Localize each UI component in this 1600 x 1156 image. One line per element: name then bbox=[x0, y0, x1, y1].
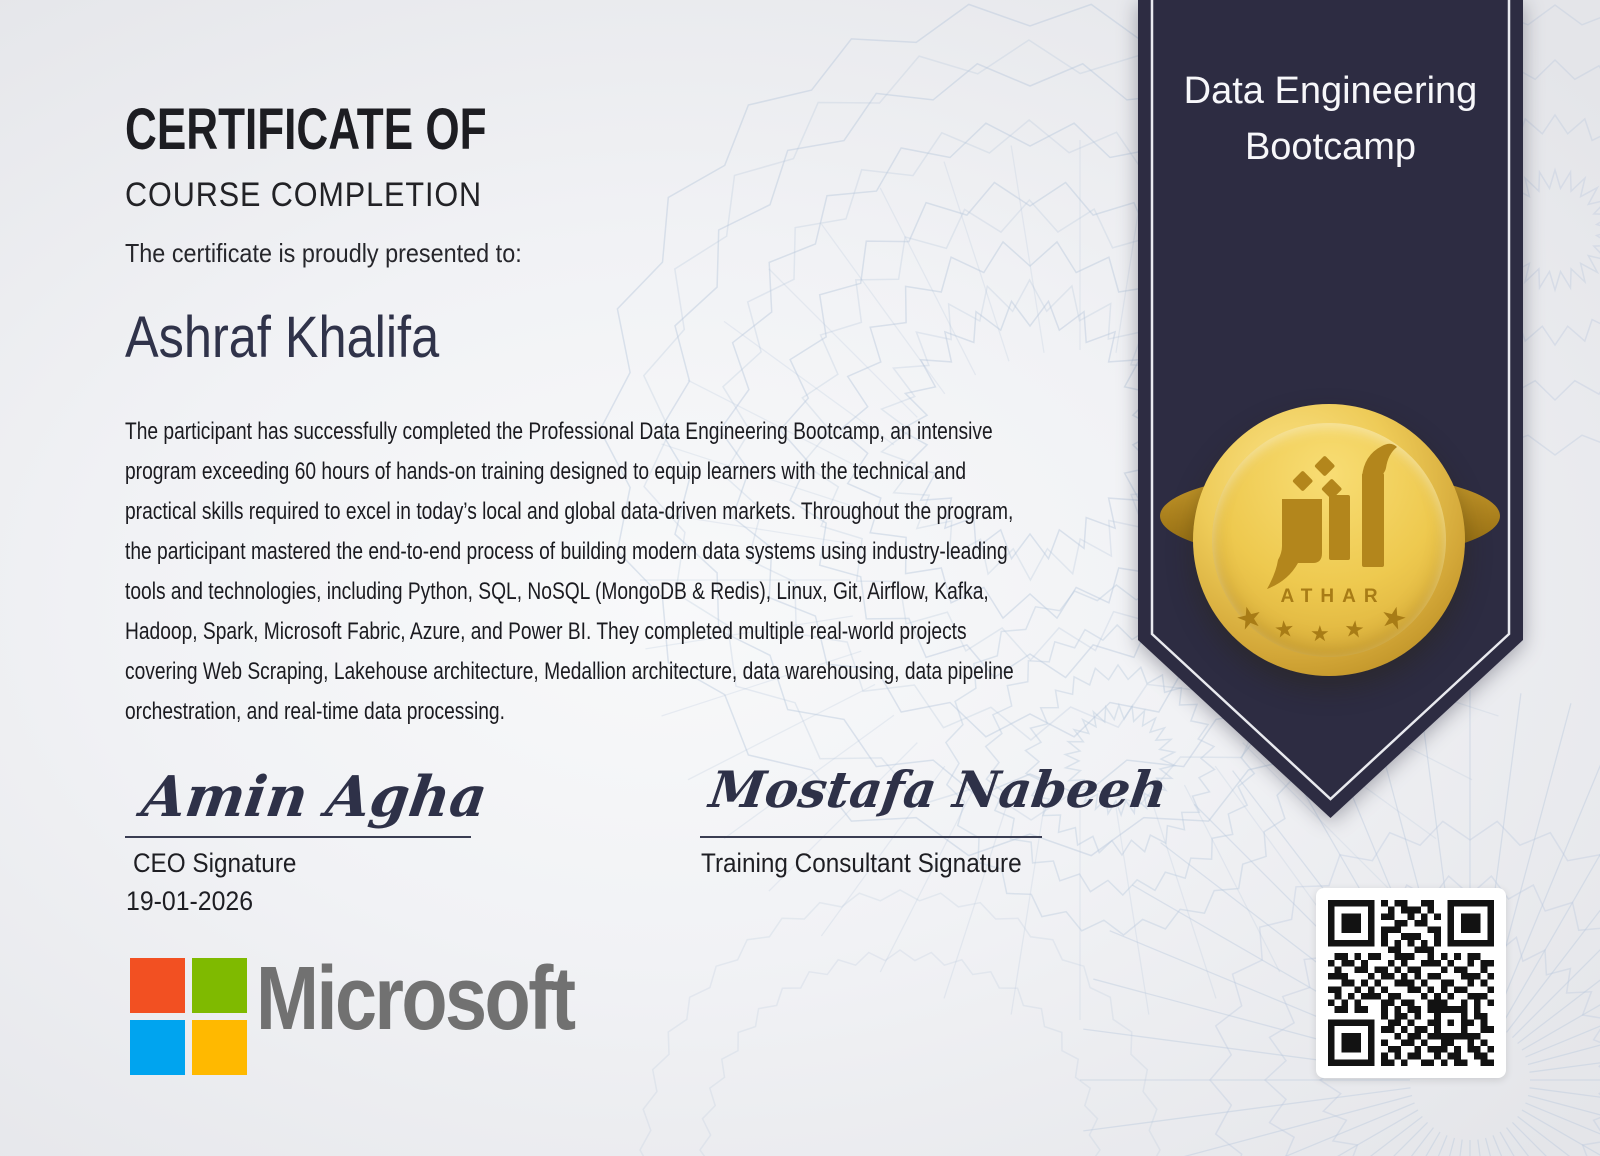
gold-medal-badge bbox=[1160, 396, 1500, 716]
star-icon: ★ bbox=[1310, 621, 1330, 646]
star-icon: ★ bbox=[1342, 614, 1366, 644]
certificate-body-text: The participant has successfully completed the Professional Data Engineering Bootcamp, an intensive program exceeding 60 hours of hands-on training designed to equip learners with the technical and practical skills required to excel in today’s local and global data-driven markets. Throughout the program, the participant mastered the end-to-end process of building modern data systems using industry-leading tools and technologies, including Python, SQL, NoSQL (MongoDB & Redis), Linux, Git, Airflow, Kafka, Hadoop, Spark, Microsoft Fabric, Azure, and Power BI. They completed multiple real-world projects covering Web Scraping, Lakehouse architecture, Medallion architecture, data warehousing, data pipeline orchestration, and real-time data processing. bbox=[125, 418, 1014, 725]
microsoft-square-green bbox=[192, 958, 247, 1013]
presented-to-label: The certificate is proudly presented to: bbox=[125, 238, 522, 268]
microsoft-square-yellow bbox=[192, 1020, 247, 1075]
consultant-signature-handwriting: Mostafa Nabeeh bbox=[706, 760, 1171, 819]
medal-brand-name: ATHAR bbox=[1280, 586, 1386, 607]
star-icon: ★ bbox=[1272, 614, 1296, 644]
microsoft-wordmark: Microsoft bbox=[256, 949, 574, 1049]
microsoft-square-red bbox=[130, 958, 185, 1013]
consultant-signature-line bbox=[700, 836, 1042, 838]
certificate-title-line1: CERTIFICATE OF bbox=[125, 97, 487, 162]
ceo-signature-label: CEO Signature bbox=[133, 848, 297, 878]
qr-code-matrix bbox=[1328, 900, 1494, 1066]
microsoft-square-blue bbox=[130, 1020, 185, 1075]
ceo-signature-handwriting: Amin Agha bbox=[138, 764, 492, 830]
star-icon: ★ bbox=[1376, 599, 1411, 638]
verification-qr-code bbox=[1316, 888, 1506, 1078]
certificate-date: 19-01-2026 bbox=[126, 886, 254, 916]
microsoft-logo bbox=[130, 940, 690, 1090]
star-icon: ★ bbox=[1232, 599, 1267, 638]
certificate-title-line2: COURSE COMPLETION bbox=[125, 176, 483, 214]
recipient-name: Ashraf Khalifa bbox=[125, 305, 440, 370]
ribbon-course-title-line2: Bootcamp bbox=[1244, 126, 1417, 168]
ribbon-course-title-line1: Data Engineering bbox=[1183, 70, 1478, 112]
ceo-signature-line bbox=[125, 836, 471, 838]
consultant-signature-label: Training Consultant Signature bbox=[701, 848, 1022, 878]
medal-star-rating bbox=[1212, 599, 1446, 660]
microsoft-squares-icon bbox=[130, 958, 248, 1076]
